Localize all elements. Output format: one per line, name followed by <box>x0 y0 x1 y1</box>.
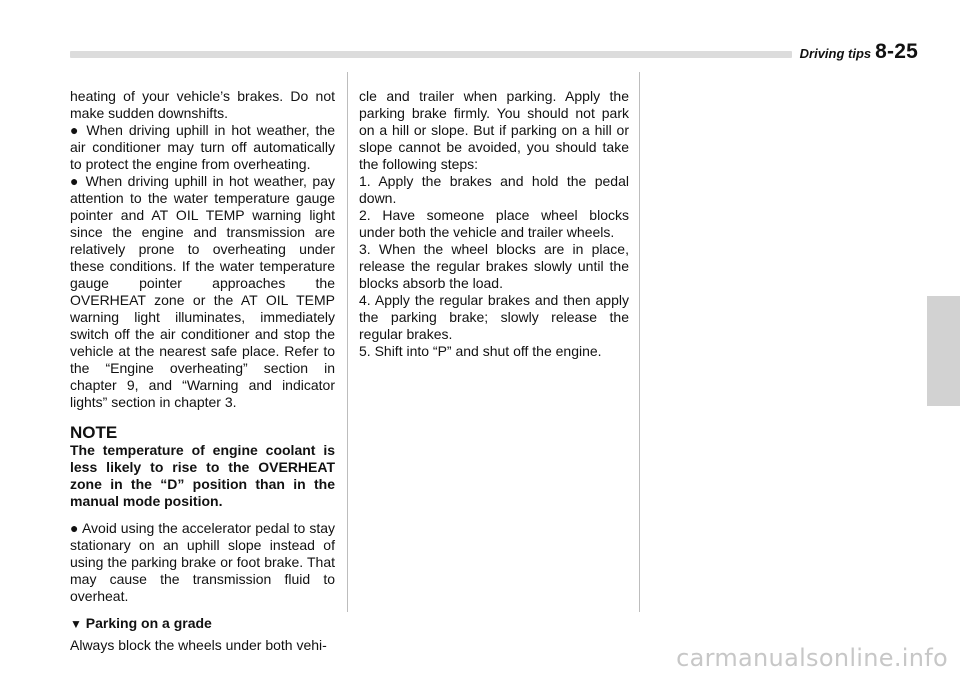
bullet-item <box>70 520 335 605</box>
bullet-item <box>70 122 335 173</box>
bullet-text: When driving uphill in hot weather, pay attention to the water temperature gauge pointer and AT OIL TEMP warning light since the engine and transmission are relatively prone to overheating under these conditions. If the water temperature gauge pointer approaches the OVERHEAT zone or the AT OIL TEMP warning light illuminates, immediately switch off the air conditioner and stop the vehicle at the nearest safe place. Refer to the “Engine overheating” section in chapter 9, and “Warning and indicator lights” section in chapter 3. <box>70 173 335 410</box>
paragraph: heating of your vehicle’s brakes. Do not make sudden downshifts. <box>70 88 335 121</box>
watermark: carmanualsonline.info <box>676 644 948 672</box>
step-item: 2. Have someone place wheel blocks under both the vehicle and trailer wheels. <box>359 207 629 240</box>
chapter-side-tab <box>927 296 960 406</box>
subheading <box>70 615 335 633</box>
bullet-text: Avoid using the accelerator pedal to stay stationary on an uphill slope instead of using the parking brake or foot brake. That may cause the transmission fluid to overheat. <box>70 520 335 604</box>
page-number: 8-25 <box>875 40 918 63</box>
header-rule <box>70 51 792 58</box>
note-title: NOTE <box>70 423 118 442</box>
column-divider <box>347 72 348 612</box>
subheading-text: Parking on a grade <box>81 615 212 631</box>
step-item: 4. Apply the regular brakes and then apply the parking brake; slowly release the regular brakes. <box>359 292 629 342</box>
column-divider <box>639 72 640 612</box>
bullet-item <box>70 173 335 411</box>
bullet-icon: ● <box>70 520 79 536</box>
note-body: The temperature of engine coolant is less likely to rise to the OVERHEAT zone in the “D” position than in the manual mode position. <box>70 442 335 509</box>
step-item: 5. Shift into “P” and shut off the engine. <box>359 343 602 359</box>
bullet-icon: ● <box>70 122 81 138</box>
paragraph: Always block the wheels under both vehi- <box>70 637 327 653</box>
bullet-icon: ● <box>70 173 81 189</box>
step-item: 3. When the wheel blocks are in place, release the regular brakes slowly until the blocks absorb the load. <box>359 241 629 291</box>
right-column <box>359 88 629 360</box>
page-header <box>800 40 918 64</box>
bullet-text: When driving uphill in hot weather, the air conditioner may turn off automatically to protect the engine from overheating. <box>70 122 335 172</box>
paragraph: cle and trailer when parking. Apply the parking brake firmly. You should not park on a hill or slope. But if parking on a hill or slope cannot be avoided, you should take the following steps: <box>359 88 629 172</box>
left-column <box>70 88 335 654</box>
section-name: Driving tips <box>799 46 872 61</box>
triangle-down-icon: ▼ <box>70 617 82 631</box>
step-item: 1. Apply the brakes and hold the pedal down. <box>359 173 629 206</box>
